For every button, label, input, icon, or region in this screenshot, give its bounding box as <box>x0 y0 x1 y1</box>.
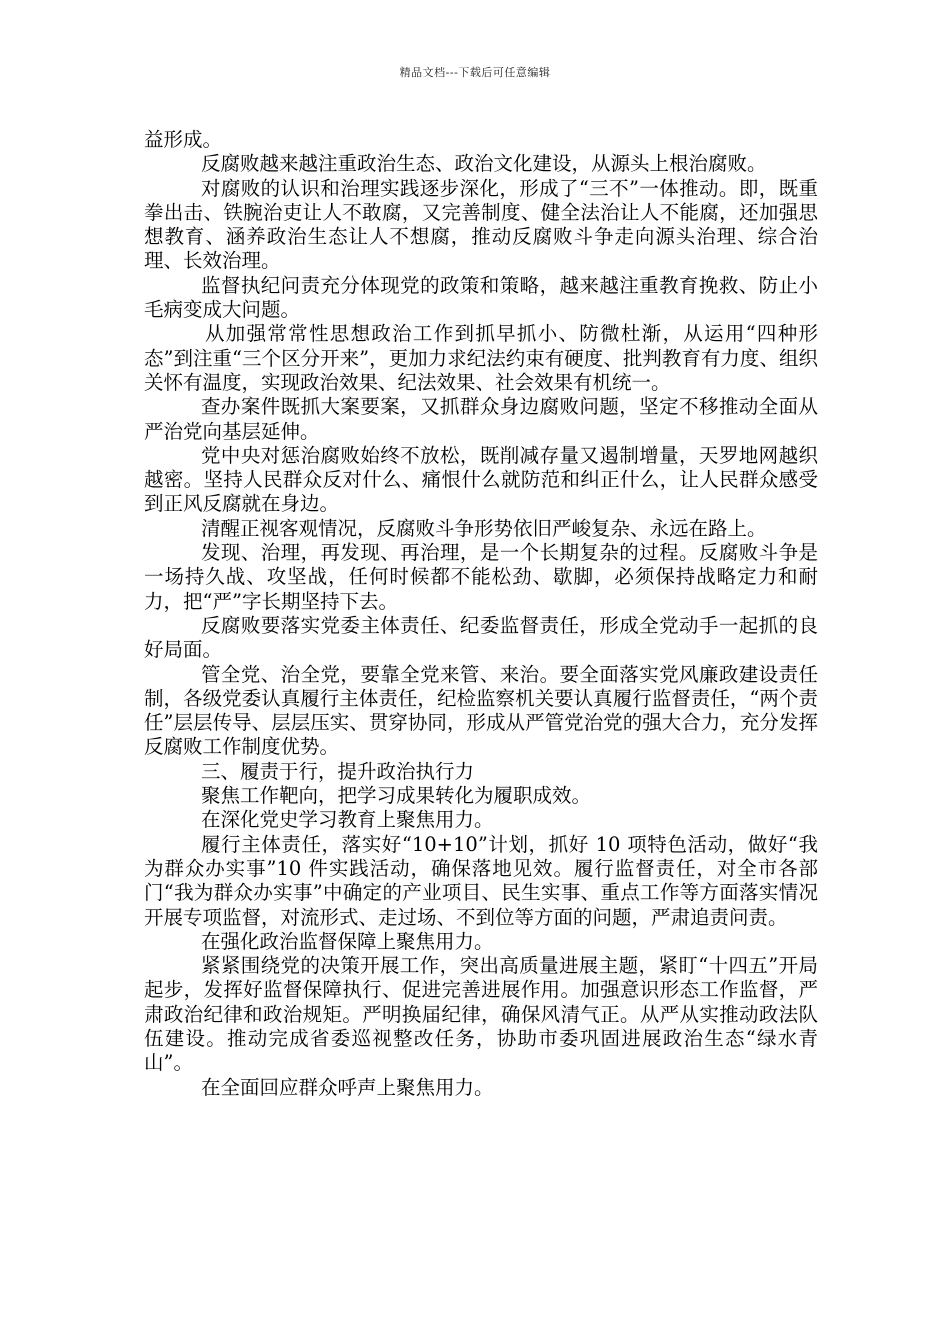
page-header: 精品文档---下载后可任意编辑 <box>399 66 551 79</box>
paragraph: 发现、治理，再发现、再治理，是一个长期复杂的过程。反腐败斗争是一场持久战、攻坚战，任何时候都不能松劲、歇脚，必须保持战略定力和耐力，把“严”字长期坚持下去。 <box>144 541 818 613</box>
paragraph: 清醒正视客观情况，反腐败斗争形势依旧严峻复杂、永远在路上。 <box>201 516 767 540</box>
subheading: 在强化政治监督保障上聚焦用力。 <box>201 929 494 953</box>
paragraph: 从加强常常性思想政治工作到抓早抓小、防微杜渐，从运用“四种形态”到注重“三个区分开来”，更加力求纪法约束有硬度、批判教育有力度、组织关怀有温度，实现政治效果、纪法效果、社会效果有机统一。 <box>144 322 818 394</box>
paragraph: 紧紧围绕党的决策开展工作，突出高质量进展主题，紧盯“十四五”开局起步，发挥好监督保障执行、促进完善进展作用。加强意识形态工作监督，严肃政治纪律和政治规矩。严明换届纪律，确保风清气正。从严从实推动政法队伍建设。推动完成省委巡视整改任务，协助市委巩固进展政治生态“绿水青山”。 <box>144 954 818 1075</box>
subheading: 在深化党史学习教育上聚焦用力。 <box>201 808 494 832</box>
paragraph: 管全党、治全党，要靠全党来管、来治。要全面落实党风廉政建设责任制，各级党委认真履行主体责任，纪检监察机关要认真履行监督责任，“两个责任”层层传导、层层压实、贯穿协同，形成从严管党治党的强大合力，充分发挥反腐败工作制度优势。 <box>144 662 818 759</box>
paragraph: 反腐败要落实党委主体责任、纪委监督责任，形成全党动手一起抓的良好局面。 <box>144 613 818 662</box>
paragraph: 益形成。 <box>144 128 223 151</box>
paragraph: 对腐败的认识和治理实践逐步深化，形成了“三不”一体推动。即，既重拳出击、铁腕治吏让人不敢腐，又完善制度、健全法治让人不能腐，还加强思想教育、涵养政治生态让人不想腐，推动反腐败斗争走向源头治理、综合治理、长效治理。 <box>144 176 818 273</box>
paragraph: 监督执纪问责充分体现党的政策和策略，越来越注重教育挽救、防止小毛病变成大问题。 <box>144 273 818 322</box>
document-body <box>144 128 818 1100</box>
subheading: 在全面回应群众呼声上聚焦用力。 <box>201 1075 494 1099</box>
paragraph: 履行主体责任，落实好“10+10”计划，抓好 10 项特色活动，做好“我为群众办实事”10 件实践活动，确保落地见效。履行监督责任，对全市各部门“我为群众办实事”中确定的产业项目、民生实事、重点工作等方面落实情况开展专项监督，对流形式、走过场、不到位等方面的问题，严肃追责问责。 <box>144 832 818 929</box>
paragraph: 查办案件既抓大案要案，又抓群众身边腐败问题，坚定不移推动全面从严治党向基层延伸。 <box>144 395 818 443</box>
paragraph: 反腐败越来越注重政治生态、政治文化建设，从源头上根治腐败。 <box>201 152 767 176</box>
paragraph: 党中央对惩治腐败始终不放松，既削减存量又遏制增量，天罗地网越织越密。坚持人民群众反对什么、痛恨什么就防范和纠正什么，让人民群众感受到正风反腐就在身边。 <box>144 443 818 516</box>
section-heading: 三、履责于行，提升政治执行力 <box>201 759 475 783</box>
paragraph: 聚焦工作靶向，把学习成果转化为履职成效。 <box>201 784 592 808</box>
